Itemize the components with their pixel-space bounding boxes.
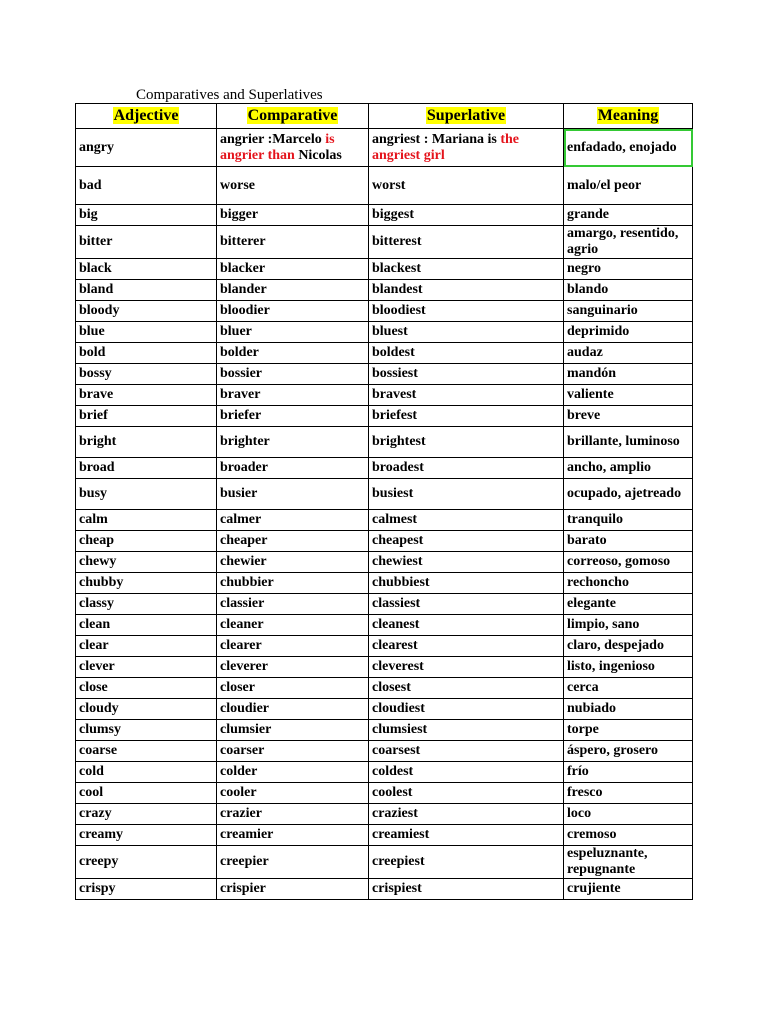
cell-comparative[interactable]: colder	[217, 762, 369, 783]
cell-superlative[interactable]: bravest	[369, 385, 564, 406]
cell-meaning[interactable]: barato	[564, 531, 693, 552]
cell-adjective[interactable]: clear	[76, 636, 217, 657]
cell-meaning[interactable]: breve	[564, 406, 693, 427]
cell-meaning[interactable]: torpe	[564, 720, 693, 741]
table-row	[76, 406, 693, 427]
cell-superlative[interactable]: classiest	[369, 594, 564, 615]
cell-superlative[interactable]: bitterest	[369, 226, 564, 259]
cell-comparative[interactable]: briefer	[217, 406, 369, 427]
cell-adjective[interactable]: close	[76, 678, 217, 699]
table-row	[76, 301, 693, 322]
cell-superlative[interactable]: worst	[369, 167, 564, 205]
header-row	[76, 104, 693, 129]
cell-superlative[interactable]: bossiest	[369, 364, 564, 385]
cell-adjective[interactable]: broad	[76, 458, 217, 479]
cell-comparative[interactable]: braver	[217, 385, 369, 406]
table-row	[76, 846, 693, 879]
cell-comparative[interactable]: bigger	[217, 205, 369, 226]
cell-comparative[interactable]: classier	[217, 594, 369, 615]
header-meaning[interactable]	[564, 104, 693, 129]
cell-comparative[interactable]: busier	[217, 479, 369, 510]
example-text: angrier :Marcelo	[220, 131, 326, 147]
cell-comparative[interactable]: broader	[217, 458, 369, 479]
table-row	[76, 205, 693, 226]
cell-superlative[interactable]: briefest	[369, 406, 564, 427]
header-label: Meaning	[597, 107, 659, 124]
cell-meaning[interactable]: fresco	[564, 783, 693, 804]
example-text: Nicolas	[294, 147, 342, 163]
cell-superlative[interactable]: biggest	[369, 205, 564, 226]
cell-comparative[interactable]: crispier	[217, 879, 369, 900]
cell-meaning[interactable]: brillante, luminoso	[564, 427, 693, 458]
cell-superlative[interactable]: chewiest	[369, 552, 564, 573]
cell-superlative[interactable]: bluest	[369, 322, 564, 343]
example-highlight: the	[500, 131, 519, 147]
cell-comparative[interactable]: cleverer	[217, 657, 369, 678]
table-row	[76, 167, 693, 205]
cell-adjective[interactable]: brief	[76, 406, 217, 427]
cell-meaning[interactable]: blando	[564, 280, 693, 301]
cell-adjective[interactable]: calm	[76, 510, 217, 531]
cell-adjective[interactable]: bad	[76, 167, 217, 205]
cell-adjective[interactable]: cloudy	[76, 699, 217, 720]
cell-adjective[interactable]: bold	[76, 343, 217, 364]
cell-meaning[interactable]: espeluznante, repugnante	[564, 846, 693, 879]
cell-comparative[interactable]: bitterer	[217, 226, 369, 259]
table-row	[76, 804, 693, 825]
table-row	[76, 129, 693, 167]
cell-superlative[interactable]: cleanest	[369, 615, 564, 636]
table-row	[76, 458, 693, 479]
cell-meaning[interactable]: ocupado, ajetreado	[564, 479, 693, 510]
cell-superlative[interactable]: clumsiest	[369, 720, 564, 741]
cell-adjective[interactable]: bright	[76, 427, 217, 458]
cell-adjective[interactable]: bitter	[76, 226, 217, 259]
cell-comparative[interactable]: bolder	[217, 343, 369, 364]
cell-adjective[interactable]: crazy	[76, 804, 217, 825]
comparatives-table	[75, 103, 693, 900]
cell-comparative[interactable]: bloodier	[217, 301, 369, 322]
cell-adjective[interactable]: clever	[76, 657, 217, 678]
cell-comparative[interactable]: cheaper	[217, 531, 369, 552]
cell-meaning[interactable]: listo, ingenioso	[564, 657, 693, 678]
cell-meaning[interactable]: mandón	[564, 364, 693, 385]
table-row	[76, 280, 693, 301]
cell-superlative[interactable]: cloudiest	[369, 699, 564, 720]
cell-superlative[interactable]: clearest	[369, 636, 564, 657]
cell-comparative[interactable]	[217, 129, 369, 167]
cell-meaning[interactable]: correoso, gomoso	[564, 552, 693, 573]
cell-comparative[interactable]: chubbier	[217, 573, 369, 594]
header-label: Adjective	[113, 107, 179, 124]
table-row	[76, 762, 693, 783]
cell-comparative[interactable]: worse	[217, 167, 369, 205]
header-superlative[interactable]	[369, 104, 564, 129]
cell-adjective[interactable]: crispy	[76, 879, 217, 900]
cell-meaning[interactable]: áspero, grosero	[564, 741, 693, 762]
cell-meaning[interactable]: audaz	[564, 343, 693, 364]
cell-meaning[interactable]: amargo, resentido, agrio	[564, 226, 693, 259]
cell-adjective[interactable]: bossy	[76, 364, 217, 385]
cell-comparative[interactable]: bluer	[217, 322, 369, 343]
cell-meaning[interactable]: negro	[564, 259, 693, 280]
cell-meaning[interactable]: cerca	[564, 678, 693, 699]
document-title: Comparatives and Superlatives	[136, 87, 323, 103]
cell-comparative[interactable]: creepier	[217, 846, 369, 879]
cell-meaning[interactable]: cremoso	[564, 825, 693, 846]
example-text: angriest : Mariana is	[372, 131, 501, 147]
cell-superlative[interactable]: chubbiest	[369, 573, 564, 594]
cell-adjective[interactable]: bloody	[76, 301, 217, 322]
cell-meaning[interactable]: sanguinario	[564, 301, 693, 322]
cell-meaning[interactable]: tranquilo	[564, 510, 693, 531]
example-highlight: angrier than	[220, 147, 295, 163]
cell-superlative[interactable]: blandest	[369, 280, 564, 301]
example-highlight: is	[325, 131, 335, 147]
cell-superlative[interactable]: broadest	[369, 458, 564, 479]
cell-adjective[interactable]: cold	[76, 762, 217, 783]
table-row	[76, 259, 693, 280]
cell-comparative[interactable]: clumsier	[217, 720, 369, 741]
table-row	[76, 657, 693, 678]
cell-meaning[interactable]: crujiente	[564, 879, 693, 900]
cell-adjective[interactable]: coarse	[76, 741, 217, 762]
cell-comparative[interactable]: blacker	[217, 259, 369, 280]
table-row	[76, 322, 693, 343]
table-row	[76, 879, 693, 900]
cell-meaning[interactable]: ancho, amplio	[564, 458, 693, 479]
cell-comparative[interactable]: cooler	[217, 783, 369, 804]
cell-adjective[interactable]: blue	[76, 322, 217, 343]
table-row	[76, 741, 693, 762]
cell-superlative[interactable]: calmest	[369, 510, 564, 531]
table-row	[76, 825, 693, 846]
table-row	[76, 385, 693, 406]
cell-meaning-selected[interactable]: enfadado, enojado	[564, 129, 693, 167]
cell-superlative[interactable]: blackest	[369, 259, 564, 280]
cell-adjective[interactable]: big	[76, 205, 217, 226]
cell-comparative[interactable]: closer	[217, 678, 369, 699]
cell-adjective[interactable]: bland	[76, 280, 217, 301]
cell-adjective[interactable]: brave	[76, 385, 217, 406]
cell-meaning[interactable]: valiente	[564, 385, 693, 406]
cell-meaning[interactable]: frío	[564, 762, 693, 783]
cell-meaning[interactable]: deprimido	[564, 322, 693, 343]
cell-comparative[interactable]: bossier	[217, 364, 369, 385]
cell-adjective[interactable]: classy	[76, 594, 217, 615]
cell-adjective[interactable]: black	[76, 259, 217, 280]
cell-superlative[interactable]: bloodiest	[369, 301, 564, 322]
cell-adjective[interactable]: chubby	[76, 573, 217, 594]
cell-superlative[interactable]: cleverest	[369, 657, 564, 678]
cell-superlative[interactable]: craziest	[369, 804, 564, 825]
cell-superlative[interactable]: busiest	[369, 479, 564, 510]
cell-meaning[interactable]: claro, despejado	[564, 636, 693, 657]
cell-adjective[interactable]: angry	[76, 129, 217, 167]
cell-adjective[interactable]: creamy	[76, 825, 217, 846]
example-highlight: angriest girl	[372, 147, 445, 163]
cell-meaning[interactable]: loco	[564, 804, 693, 825]
header-label: Comparative	[247, 107, 338, 124]
cell-meaning[interactable]: rechoncho	[564, 573, 693, 594]
cell-comparative[interactable]: coarser	[217, 741, 369, 762]
table-row	[76, 636, 693, 657]
cell-superlative[interactable]: coldest	[369, 762, 564, 783]
table-row	[76, 531, 693, 552]
table-row	[76, 364, 693, 385]
cell-comparative[interactable]: calmer	[217, 510, 369, 531]
cell-comparative[interactable]: chewier	[217, 552, 369, 573]
table-row	[76, 783, 693, 804]
cell-superlative[interactable]	[369, 129, 564, 167]
table-row	[76, 552, 693, 573]
cell-adjective[interactable]: creepy	[76, 846, 217, 879]
cell-superlative[interactable]: coolest	[369, 783, 564, 804]
cell-adjective[interactable]: chewy	[76, 552, 217, 573]
table-row	[76, 678, 693, 699]
cell-comparative[interactable]: blander	[217, 280, 369, 301]
table-row	[76, 226, 693, 259]
cell-meaning[interactable]: elegante	[564, 594, 693, 615]
cell-adjective[interactable]: cool	[76, 783, 217, 804]
cell-meaning[interactable]: grande	[564, 205, 693, 226]
cell-superlative[interactable]: crispiest	[369, 879, 564, 900]
cell-superlative[interactable]: brightest	[369, 427, 564, 458]
cell-comparative[interactable]: crazier	[217, 804, 369, 825]
table-row	[76, 720, 693, 741]
cell-superlative[interactable]: creepiest	[369, 846, 564, 879]
cell-adjective[interactable]: clean	[76, 615, 217, 636]
header-comparative[interactable]	[217, 104, 369, 129]
cell-comparative[interactable]: brighter	[217, 427, 369, 458]
header-label: Superlative	[426, 107, 506, 124]
cell-comparative[interactable]: cleaner	[217, 615, 369, 636]
cell-meaning[interactable]: nubiado	[564, 699, 693, 720]
cell-comparative[interactable]: clearer	[217, 636, 369, 657]
table-row	[76, 510, 693, 531]
cell-superlative[interactable]: cheapest	[369, 531, 564, 552]
table-row	[76, 343, 693, 364]
cell-meaning[interactable]: limpio, sano	[564, 615, 693, 636]
table-row	[76, 615, 693, 636]
cell-superlative[interactable]: coarsest	[369, 741, 564, 762]
cell-comparative[interactable]: creamier	[217, 825, 369, 846]
table-row	[76, 427, 693, 458]
cell-meaning[interactable]: malo/el peor	[564, 167, 693, 205]
header-adjective[interactable]	[76, 104, 217, 129]
cell-comparative[interactable]: cloudier	[217, 699, 369, 720]
cell-adjective[interactable]: busy	[76, 479, 217, 510]
table-row	[76, 699, 693, 720]
cell-adjective[interactable]: clumsy	[76, 720, 217, 741]
cell-superlative[interactable]: boldest	[369, 343, 564, 364]
cell-adjective[interactable]: cheap	[76, 531, 217, 552]
table-row	[76, 594, 693, 615]
table-row	[76, 573, 693, 594]
table-row	[76, 479, 693, 510]
cell-superlative[interactable]: creamiest	[369, 825, 564, 846]
cell-superlative[interactable]: closest	[369, 678, 564, 699]
